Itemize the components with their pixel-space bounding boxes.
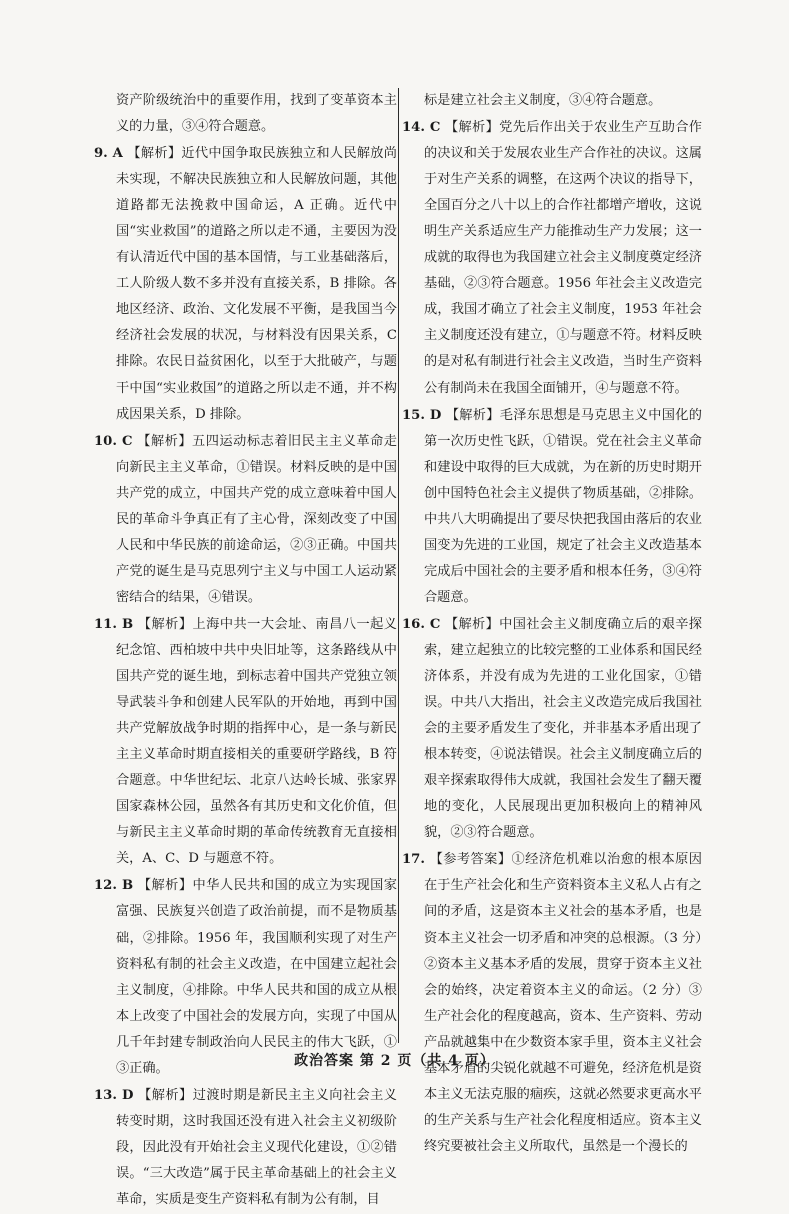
answer-item (402, 612, 702, 846)
answer-item (402, 847, 702, 1160)
column-divider (398, 88, 399, 1043)
answer-number: 9. A (94, 146, 123, 162)
continuation-text: 标是建立社会主义制度，③④符合题意。 (424, 93, 662, 108)
left-column (94, 88, 397, 1214)
answer-text: 【解析】中华人民共和国的成立为实现国家富强、民族复兴创造了政治前提，而不是物质基础，②排除。1956 年，我国顺利实现了对生产资料私有制的社会主义改造，在中国建立起社会主义制度，④排除。中华人民共和国的成立从根本上改变了中国社会的发展方向，实现了中国从几千年封建专制政治向人民民主的伟大飞跃，①③正确。 (116, 878, 397, 1076)
answer-text: 【解析】上海中共一大会址、南昌八一起义纪念馆、西柏坡中共中央旧址等，这条路线从中国共产党的诞生地，到标志着中国共产党独立领导武装斗争和创建人民军队的开始地，再到中国共产党解放战争时期的指挥中心，是一条与新民主主义革命时期直接相关的重要研学路线，B 符合题意。中华世纪坛、北京八达岭长城、张家界国家森林公园，虽然各有其历史和文化价值，但与新民主主义革命时期的革命传统教育无直接相关，A、C、D 与题意不符。 (116, 616, 397, 867)
answer-text: 【解析】近代中国争取民族独立和人民解放尚未实现，不解决民族独立和人民解放问题，其他道路都无法挽救中国命运，A 正确。近代中国“实业救国”的道路之所以走不通，主要因为没有认清近代中国的基本国情，与工业基础落后，工人阶级人数不多并没有直接关系，B 排除。各地区经济、政治、文化发展不平衡，是我国当今经济社会发展的状况，与材料没有因果关系，C 排除。农民日益贫困化，以至于大批破产，与题干中国“实业救国”的道路之所以走不通，并不构成因果关系，D 排除。 (116, 146, 397, 422)
answer-text: 【解析】中国社会主义制度确立后的艰辛探索，建立起独立的比较完整的工业体系和国民经济体系，并没有成为先进的工业化国家，①错误。中共八大指出，社会主义改造完成后我国社会的主要矛盾发生了变化，并非基本矛盾出现了根本转变，④说法错误。社会主义制度确立后的艰辛探索取得伟大成就，我国社会发生了翻天覆地的变化，人民展现出更加积极向上的精神风貌，②③符合题意。 (424, 616, 702, 841)
answer-number: 15. D (402, 407, 442, 423)
answer-item (402, 115, 702, 402)
answer-text: 【解析】毛泽东思想是马克思主义中国化的第一次历史性飞跃，①错误。党在社会主义革命和建设中取得的巨大成就，为在新的历史时期开创中国特色社会主义提供了物质基础，②排除。中共八大明确提出了要尽快把我国由落后的农业国变为先进的工业国，规定了社会主义改造基本完成后中国社会的主要矛盾和根本任务，③④符合题意。 (424, 407, 702, 605)
answer-number: 14. C (402, 120, 441, 136)
answer-number: 13. D (94, 1087, 134, 1103)
right-column (402, 88, 702, 1161)
answer-item (94, 141, 397, 428)
answer-item (94, 429, 397, 611)
answer-number: 11. B (94, 616, 134, 632)
answer-text: 【解析】五四运动标志着旧民主主义革命走向新民主主义革命，①错误。材料反映的是中国共产党的成立，中国共产党的成立意味着中国人民的革命斗争真正有了主心骨，深刻改变了中国人民和中华民族的前途命运，②③正确。中国共产党的诞生是马克思列宁主义与中国工人运动紧密结合的结果，④错误。 (116, 433, 397, 605)
answer-text: 【解析】过渡时期是新民主主义向社会主义转变时期，这时我国还没有进入社会主义初级阶段，因此没有开始社会主义现代化建设，①②错误。“三大改造”属于民主革命基础上的社会主义革命，实质是变生产资料私有制为公有制，目 (116, 1087, 397, 1207)
answer-item (94, 1083, 397, 1213)
answer-number: 10. C (94, 433, 133, 449)
answer-text: 【解析】党先后作出关于农业生产互助合作的决议和关于发展农业生产合作社的决议。这属于对生产关系的调整，在这两个决议的指导下，全国百分之八十以上的合作社都增产增收，这说明生产关系适应生产力能推动生产力发展；这一成就的取得也为我国建立社会主义制度奠定经济基础，②③符合题意。1956 年社会主义改造完成，我国才确立了社会主义制度，1953 年社会主义制度还没有建立，①与题意不符。材料反映的是对私有制进行社会主义改造，当时生产资料公有制尚未在我国全面铺开，④与题意不符。 (424, 120, 702, 396)
answer-number: 16. C (402, 616, 441, 632)
answer-item (402, 403, 702, 611)
continuation-text: 资产阶级统治中的重要作用，找到了变革资本主义的力量，③④符合题意。 (116, 93, 397, 135)
answer-item (94, 612, 397, 872)
answer-number: 17. (402, 852, 425, 868)
answer-number: 12. B (94, 878, 134, 894)
answer-text: 【参考答案】①经济危机难以治愈的根本原因在于生产社会化和生产资料资本主义私人占有之间的矛盾，这是资本主义社会的基本矛盾，也是资本主义社会一切矛盾和冲突的总根源。（3 分）②资本主义基本矛盾的发展，贯穿于资本主义社会的始终，决定着资本主义的命运。（2 分）③生产社会化的程度越高，资本、生产资料、劳动产品就越集中在少数资本家手里，资本主义社会基本矛盾的尖锐化就越不可避免，经济危机是资本主义无法克服的痼疾，这就必然要求更高水平的生产关系与生产社会化程度相适应。资本主义终究要被社会主义所取代，虽然是一个漫长的 (424, 852, 702, 1154)
page-footer: 政治答案 第 2 页（共 4 页） (294, 1053, 495, 1069)
